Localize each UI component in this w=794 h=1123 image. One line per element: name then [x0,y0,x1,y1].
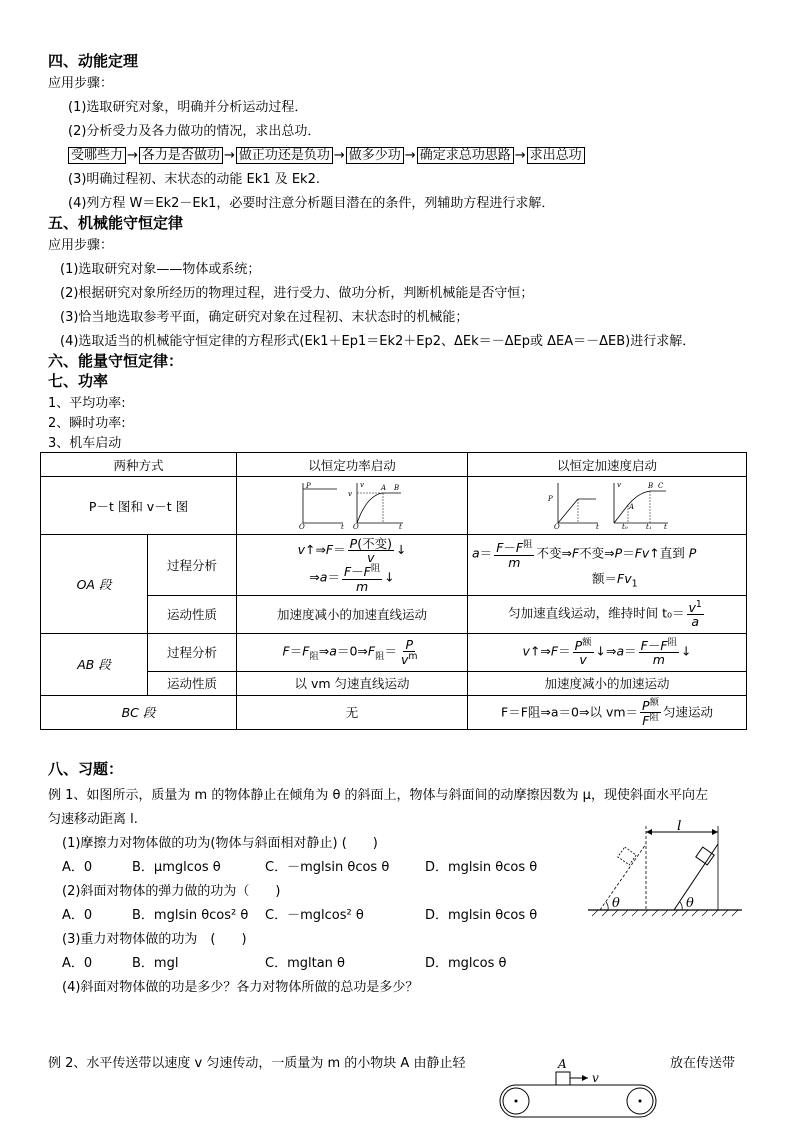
flow-box: 各力是否做功 [139,147,223,164]
arrow-icon: → [223,148,235,163]
section7-item3: 3、机车启动 [48,436,122,451]
graph-cell-power [237,477,468,535]
bc-power: 无 [237,695,468,730]
question-4: (4)斜面对物体做的功是多少？各力对物体所做的总功是多少？ [62,980,419,995]
flow-box: 做正功还是负功 [236,147,333,164]
svg-text:O: O [299,523,305,529]
svg-text:t: t [664,523,667,529]
question-1: (1)摩擦力对物体做的功为(物体与斜面相对静止) ( ) [62,836,378,851]
section5-step3: (3)恰当地选取参考平面，确定研究对象在过程初、末状态时的机械能； [60,310,469,325]
svg-text:v: v [592,1071,599,1085]
ab-nature-accel: 加速度减小的加速运动 [468,671,747,695]
section5-step4: (4)选取适当的机械能守恒定律的方程形式(Ek1＋Ep1＝Ek2＋Ep2、ΔEk＝－ΔEp或 ΔEA＝－ΔEB)进行求解． [60,334,696,349]
row-label: AB 段 [41,633,148,695]
oa-process-accel: a＝ $\frac{F-F^阻}{m}$ 不变⇒F不变⇒P＝Fv↑直到 P 额$=Fv_1$ [468,535,747,596]
question-3: (3)重力对物体做的功为 ( ) [62,932,247,947]
option: C．mgltan θ [265,956,345,971]
section8-title: 八、习题： [48,760,124,778]
section5-step2: (2)根据研究对象所经历的物理过程，进行受力、做功分析，判断机械能是否守恒； [60,286,534,301]
pt-vt-graphs-icon [297,479,407,529]
svg-text:v: v [348,490,352,498]
sub-label: 过程分析 [148,535,237,596]
arrow-icon: → [333,148,345,163]
section4-step4: (4)列方程 W＝Ek2－Ek1，必要时注意分析题目潜在的条件，列辅助方程进行求解． [68,196,555,211]
flow-box: 受哪些力 [68,147,126,164]
row-label: BC 段 [41,695,237,730]
option: C．－mglcos² θ [265,908,364,923]
section5-step1: (1)选取研究对象——物体或系统； [60,262,261,277]
section5-title: 五、机械能守恒定律 [48,214,184,232]
example2-text-tail: 放在传送带 [670,1056,736,1071]
sub-label: 运动性质 [148,671,237,695]
svg-text:θ: θ [612,896,620,911]
section7-item1: 1、平均功率: [48,396,126,411]
ab-nature-power: 以 vm 匀速直线运动 [237,671,468,695]
svg-text:A: A [629,503,635,511]
question-2: (2)斜面对物体的弹力做的功为（ ) [62,884,281,899]
svg-text:t: t [596,523,599,529]
svg-text:P: P [548,495,553,503]
svg-text:θ: θ [686,896,694,911]
oa-process-power: v↑⇒F＝ $\frac{\text{P(不变)}}{v}$ ↓ ⇒a＝ $\frac{F-F^阻}{m}$ ↓ [237,535,468,596]
ab-process-accel: v↑⇒F＝ $\frac{P^额}{v}$ ↓⇒a＝ $\frac{F-F^阻}{m}$ ↓ [468,633,747,671]
option: B．mgl [132,956,179,971]
arrow-icon: → [404,148,416,163]
option: C．－mglsin θcos θ [265,860,390,875]
ab-process-power: $F=F_阻\Rightarrow a=0\Rightarrow F_阻=$ $\frac{P}{v^m}$ [237,633,468,671]
conveyor-belt-figure-icon [496,1058,662,1120]
svg-text:v: v [360,481,364,489]
section6-title: 六、能量守恒定律： [48,352,184,370]
example1-text-line2: 匀速移动距离 l. [48,812,138,827]
section4-title: 四、动能定理 [48,52,139,70]
svg-text:t: t [341,523,344,529]
oa-nature-power: 加速度减小的加速直线运动 [237,595,468,633]
svg-text:t: t [399,523,402,529]
sub-label: 过程分析 [148,633,237,671]
option: B．μmglcos θ [132,860,221,875]
sub-label: 运动性质 [148,595,237,633]
svg-text:t₀: t₀ [622,523,628,529]
option: D．mglsin θcos θ [425,860,538,875]
svg-text:C: C [658,482,664,490]
bc-accel: F＝F阻⇒a＝0⇒以 vm＝ $\frac{P^额}{F^阻}$ 匀速运动 [468,695,747,730]
section4-flow [68,144,585,163]
svg-text:O: O [554,523,560,529]
svg-text:B: B [648,482,654,490]
option: A．0 [62,956,93,971]
option: B．mglsin θcos² θ [132,908,249,923]
svg-text:l: l [677,820,682,834]
svg-text:v: v [617,481,621,489]
svg-text:A: A [381,484,387,492]
option: D．mglcos θ [425,956,507,971]
section4-steps-label: 应用步骤： [48,76,114,91]
section7-item2: 2、瞬时功率: [48,416,126,431]
svg-text:t₁: t₁ [646,523,652,529]
graph-cell-accel [468,477,747,535]
example1-text-line1: 例 1、如图所示，质量为 m 的物体静止在倾角为 θ 的斜面上，物体与斜面间的动摩擦因数为 μ，现使斜面水平向左 [48,788,708,803]
arrow-icon: → [127,148,138,163]
oa-nature-accel: 匀加速直线运动，维持时间 t₀＝ $\frac{v^1}{a}$ [468,595,747,633]
section4-step2: (2)分析受力及各力做功的情况，求出总功． [68,124,321,139]
section4-step1: (1)选取研究对象，明确并分析运动过程． [68,100,308,115]
table-header: 两种方式 [41,453,237,477]
flow-box: 做多少功 [346,147,404,164]
svg-text:O: O [353,523,359,529]
row-label: OA 段 [41,535,148,634]
row-label: P－t 图和 v－t 图 [41,477,237,535]
section5-steps-label: 应用步骤： [48,238,114,253]
option: A．0 [62,908,93,923]
option: A．0 [62,860,93,875]
table-header: 以恒定功率启动 [237,453,468,477]
incline-figure-icon [586,820,746,920]
pt-vt-graphs-icon [542,479,672,529]
section7-title: 七、功率 [48,372,109,390]
example2-text: 例 2、水平传送带以速度 v 匀速传动，一质量为 m 的小物块 A 由静止轻 [48,1056,466,1071]
section4-step3: (3)明确过程初、末状态的动能 Ek1 及 Ek2. [68,172,320,187]
flow-box: 确定求总功思路 [417,147,514,164]
svg-text:A: A [558,1058,567,1071]
option: D．mglsin θcos θ [425,908,538,923]
table-header: 以恒定加速度启动 [468,453,747,477]
arrow-icon: → [514,148,526,163]
locomotive-start-table [40,452,747,730]
svg-text:P: P [306,482,311,490]
flow-box: 求出总功 [527,147,585,164]
svg-text:B: B [394,484,400,492]
